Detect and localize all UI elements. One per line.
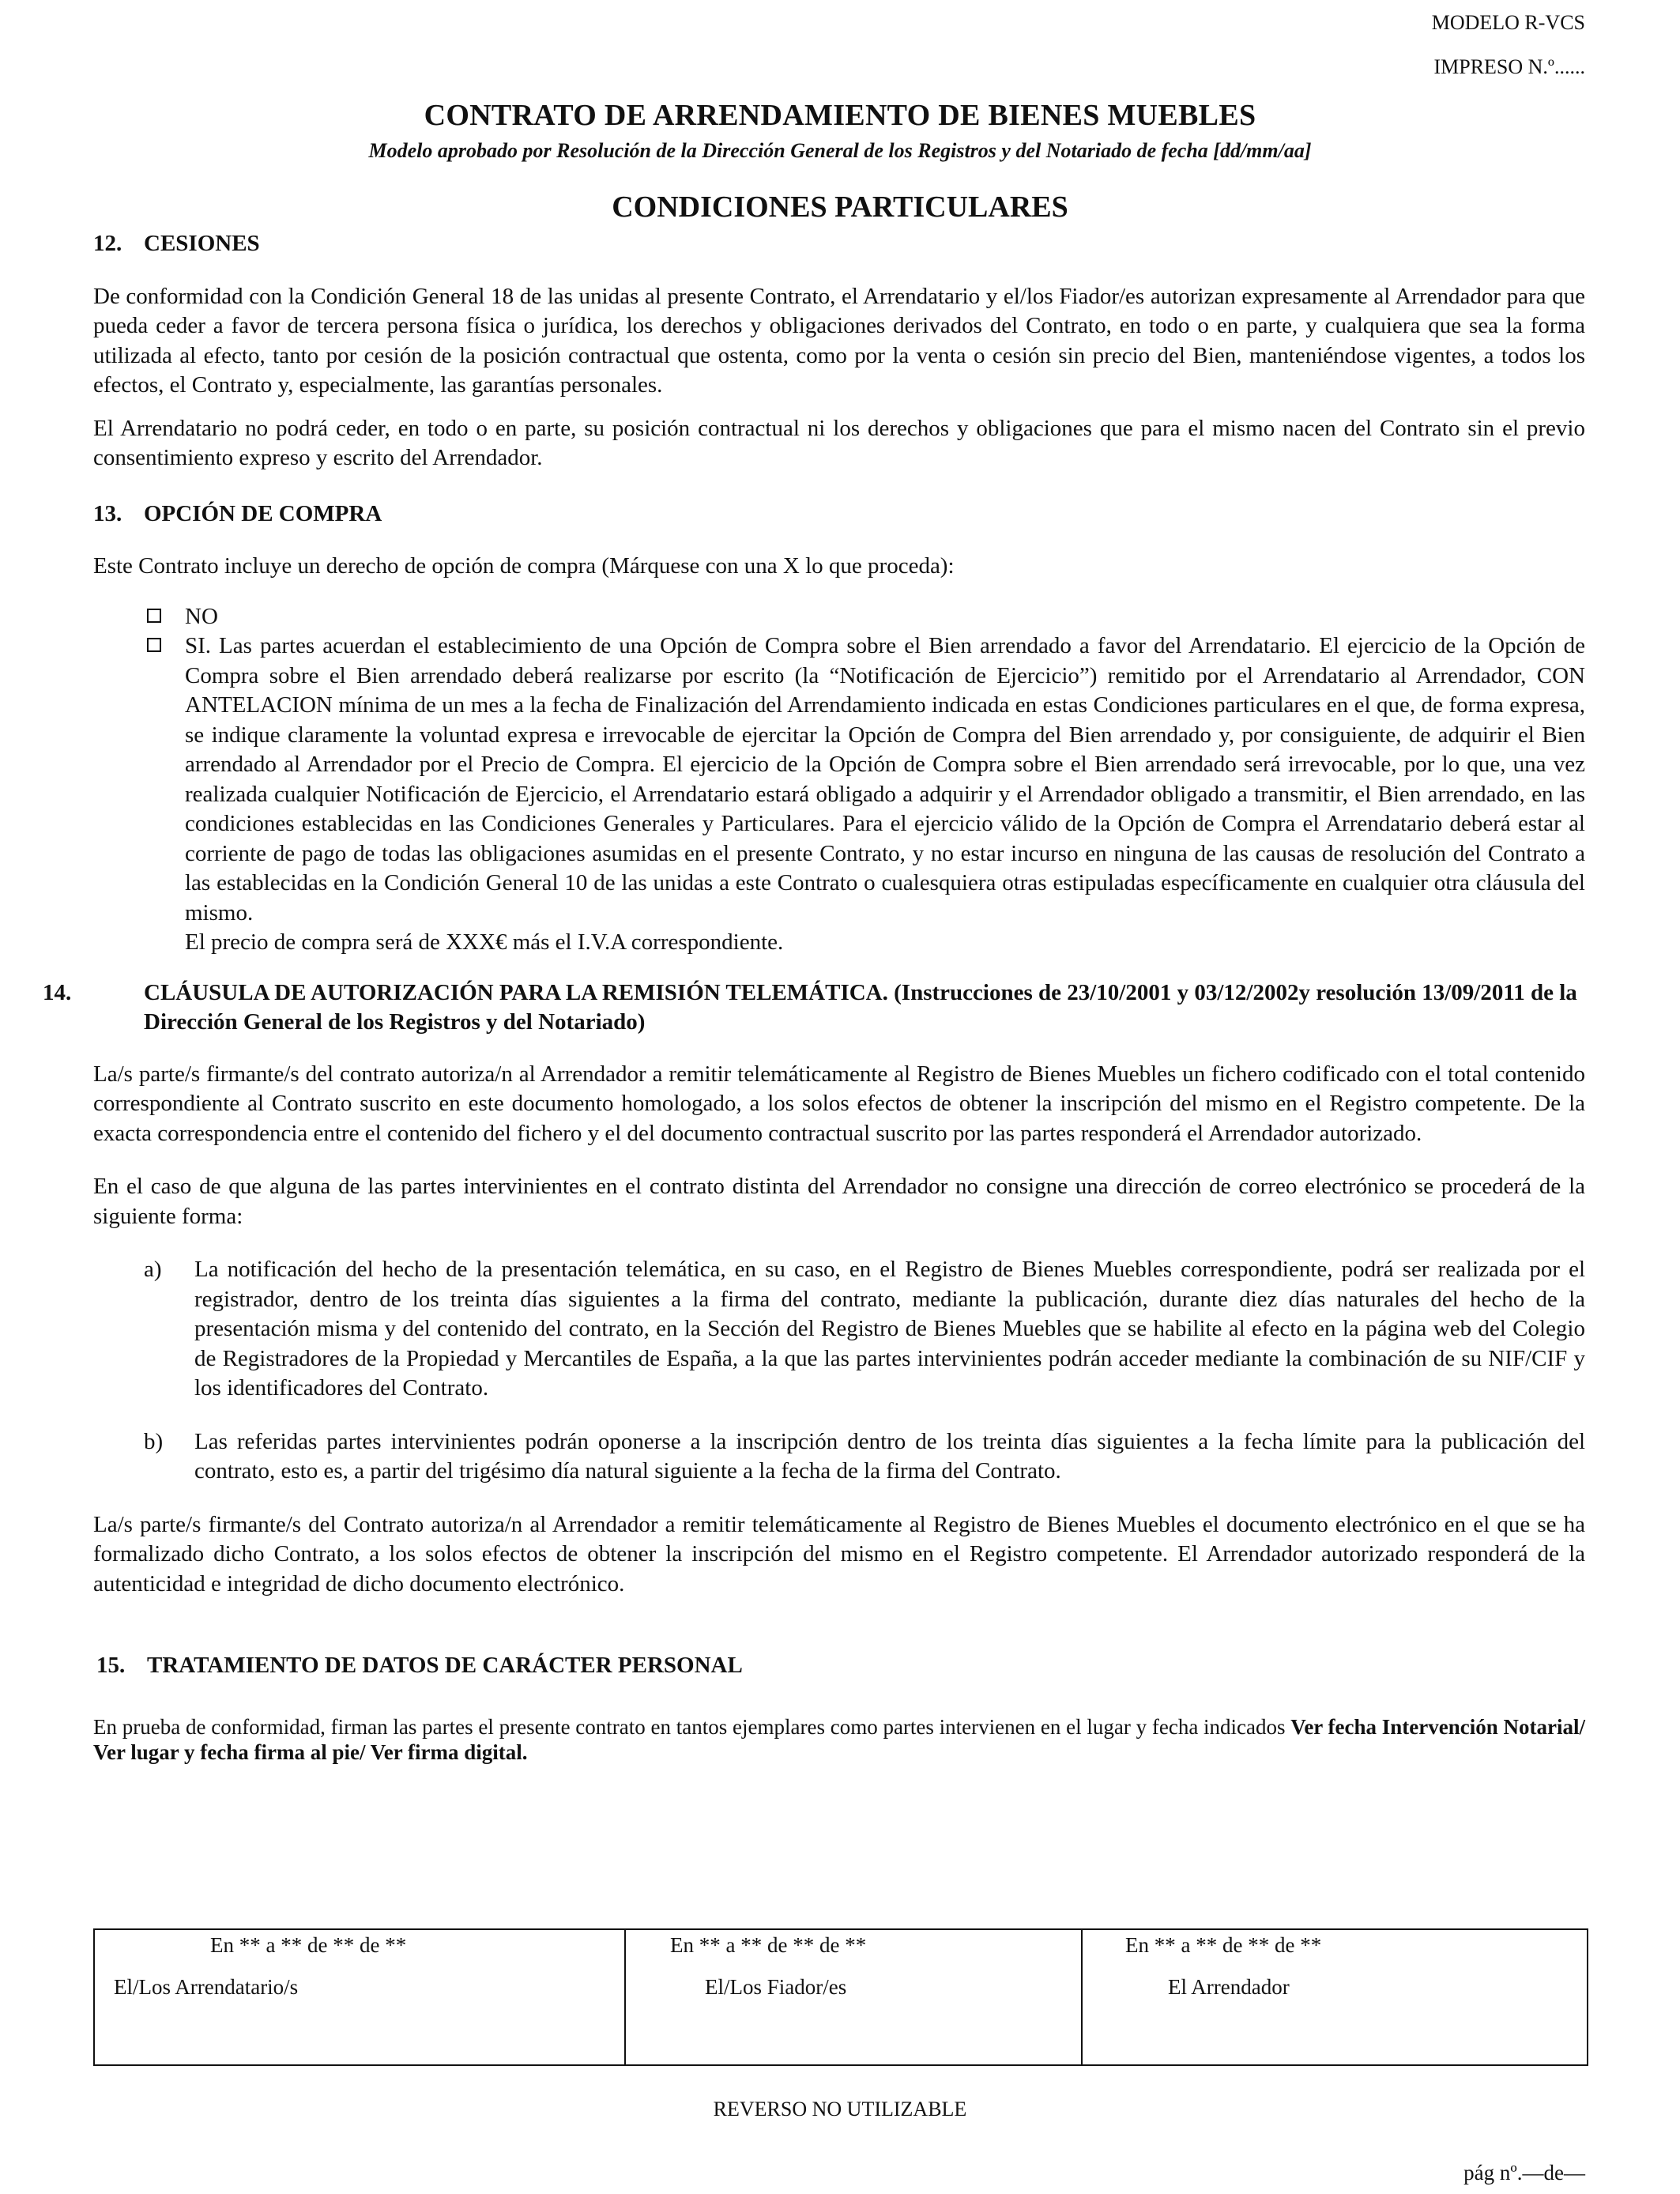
section-12-paragraph-2: El Arrendatario no podrá ceder, en todo o en parte, su posición contractual ni los derechos y obligaciones que para el mismo nacen del Contrato sin el previo consentimiento expreso y escrito del Arrendador. — [93, 415, 1585, 470]
reverse-notice: REVERSO NO UTILIZABLE — [713, 2098, 967, 2120]
document-title: CONTRATO DE ARRENDAMIENTO DE BIENES MUEBLES — [424, 99, 1256, 132]
option-si-label — [185, 631, 1585, 958]
option-no-label: NO — [185, 603, 218, 629]
section-14-heading — [43, 978, 1585, 1038]
signature-role: El/Los Arrendatario/s — [114, 1975, 299, 1999]
list-item-label: a) — [144, 1257, 162, 1282]
signature-date: En ** a ** de ** de ** — [670, 1933, 867, 1957]
option-si-text: SI. Las partes acuerdan el establecimiento de una Opción de Compra sobre el Bien arrendado a favor del Arrendatario. El ejercicio de la Opción de Compra sobre el Bien arrendado deberá realizarse por escrito (la “Notificación de Ejercicio”) remitido por el Arrendatario al Arrendador, CON ANTELACION mínima de un mes a la fecha de Finalización del Arrendamiento indicada en estas Condiciones particulares en el que, de forma expresa, se indique claramente la voluntad expresa e irrevocable de ejercitar la Opción de Compra del Bien arrendado y, por consiguiente, de adquirir el Bien arrendado al Arrendador por el Precio de Compra. El ejercicio de la Opción de Compra sobre el Bien arrendado será irrevocable, por lo que, una vez realizada cualquier Notificación de Ejercicio, el Arrendatario estará obligado a adquirir y el Arrendador obligado a transmitir, el Bien arrendado, en las condiciones establecidas en las Condiciones Generales y Particulares. Para el ejercicio válido de la Opción de Compra el Arrendatario deberá estar al corriente de pago de todas las obligaciones asumidas en el presente Contrato, y no estar incurso en ninguna de las causas de resolución del Contrato a las establecidas en la Condición General 10 de las unidas a este Contrato o cualesquiera otras estipuladas específicamente en cualquier otra cláusula del mismo. — [185, 633, 1585, 925]
purchase-price-text: El precio de compra será de XXX€ más el I.V.A correspondiente. — [185, 929, 784, 955]
section-14-paragraph-2: En el caso de que alguna de las partes intervinientes en el contrato distinta del Arrendador no consigne una dirección de correo electrónico se procederá de la siguiente forma: — [93, 1174, 1585, 1229]
page-number: pág nº.—de— — [1463, 2161, 1585, 2185]
section-15-heading — [93, 1651, 1585, 1681]
section-number: 14. — [43, 979, 72, 1005]
signature-table — [93, 1928, 1588, 2066]
option-si-row — [147, 631, 1585, 958]
section-title: CLÁUSULA DE AUTORIZACIÓN PARA LA REMISIÓN TELEMÁTICA. (Instrucciones de 23/10/2001 y 03/12/2002y resolución 13/09/2011 de la Dirección General de los Registros y del Notariado) — [144, 979, 1577, 1035]
option-no-row — [147, 602, 1585, 632]
signature-cell-arrendatario[interactable] — [94, 1929, 625, 2065]
section-12-heading — [93, 229, 1585, 259]
list-item-label: b) — [144, 1428, 164, 1454]
section-title: CESIONES — [144, 231, 260, 256]
section-14-paragraph-1: La/s parte/s firmante/s del contrato autoriza/n al Arrendador a remitir telemáticamente al Registro de Bienes Muebles un fichero codificado con el total contenido correspondiente al Contrato suscrito en este documento homologado, a los solos efectos de obtener la inscripción del mismo en el Registro competente. De la exacta correspondencia entre el contenido del fichero y el del documento contractual suscrito por las partes responderá el Arrendador autorizado. — [93, 1061, 1585, 1146]
section-title: OPCIÓN DE COMPRA — [144, 500, 382, 526]
list-item-a — [144, 1255, 1585, 1404]
section-13-heading — [93, 499, 1585, 530]
section-14-paragraph-3: La/s parte/s firmante/s del Contrato autoriza/n al Arrendador a remitir telemáticamente al Registro de Bienes Muebles el documento electrónico en el que se ha formalizado dicho Contrato, a los solos efectos de obtener la inscripción del mismo en el Registro competente. El Arrendador autorizado responderá de la autenticidad e integridad de dicho documento electrónico. — [93, 1511, 1585, 1596]
section-12-paragraph-1: De conformidad con la Condición General 18 de las unidas al presente Contrato, el Arrendatario y el/los Fiador/es autorizan expresamente al Arrendador para que pueda ceder a favor de tercera persona física o jurídica, los derechos y obligaciones derivados del Contrato, en todo o en parte, y cualquiera que sea la forma utilizada al efecto, tanto por cesión de la posición contractual que ostenta, como por la venta o cesión sin precio del Bien, manteniéndose vigentes, a todos los efectos, el Contrato y, especialmente, las garantías personales. — [93, 283, 1585, 398]
signature-cell-arrendador[interactable] — [1082, 1929, 1588, 2065]
list-item-b — [144, 1427, 1585, 1487]
document-subtitle: Modelo aprobado por Resolución de la Dirección General de los Registros y del Notariado de fecha [dd/mm/aa] — [368, 139, 1312, 162]
print-number: IMPRESO N.º...... — [1433, 55, 1585, 78]
option-no-checkbox[interactable] — [147, 609, 161, 623]
model-code: MODELO R-VCS — [1431, 11, 1585, 34]
signature-cell-fiador[interactable] — [625, 1929, 1082, 2065]
section-13-intro: Este Contrato incluye un derecho de opción de compra (Márquese con una X lo que proceda): — [93, 553, 955, 579]
section-number: 15. — [96, 1653, 126, 1678]
signature-date: En ** a ** de ** de ** — [1125, 1933, 1322, 1957]
conformity-text: En prueba de conformidad, firman las partes el presente contrato en tantos ejemplares como partes intervienen en el lugar y fecha indicados — [93, 1714, 1291, 1739]
option-si-checkbox[interactable] — [147, 638, 161, 652]
signature-role: El Arrendador — [1168, 1975, 1290, 1999]
signature-date: En ** a ** de ** de ** — [210, 1933, 407, 1957]
signature-role: El/Los Fiador/es — [705, 1975, 847, 1999]
section-title: TRATAMIENTO DE DATOS DE CARÁCTER PERSONAL — [147, 1653, 743, 1678]
conformity-bold-text: Ver fecha Intervención Notarial/ Ver lugar y fecha firma al pie/ Ver firma digital. — [93, 1714, 1586, 1764]
conformity-statement — [93, 1714, 1585, 1765]
list-item-text: Las referidas partes intervinientes podrán oponerse a la inscripción dentro de los treinta días siguientes a la fecha límite para la publicación del contrato, esto es, a partir del trigésimo día natural siguiente a la fecha de la firma del Contrato. — [194, 1428, 1585, 1483]
conditions-heading: CONDICIONES PARTICULARES — [612, 190, 1068, 224]
section-number: 12. — [93, 231, 122, 256]
section-number: 13. — [93, 500, 122, 526]
contract-body — [43, 229, 1586, 1765]
list-item-text: La notificación del hecho de la presentación telemática, en su caso, en el Registro de Bienes Muebles correspondiente, podrá ser realizada por el registrador, dentro de los treinta días siguientes a la firma del contrato, mediante la publicación, durante diez días naturales del hecho de la presentación misma y del contenido del contrato, en la Sección del Registro de Bienes Muebles que se habilite al efecto en la página web del Colegio de Registradores de la Propiedad y Mercantiles de España, a la que las partes intervinientes podrán acceder mediante la combinación de su NIF/CIF y los identificadores del Contrato. — [194, 1257, 1585, 1400]
